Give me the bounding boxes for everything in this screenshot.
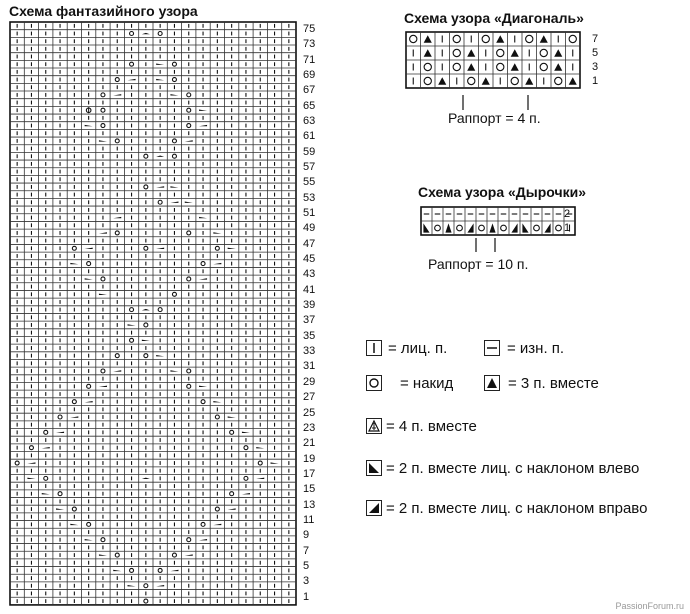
row-number: 47	[303, 237, 316, 250]
yarn-over-label: = накид	[400, 375, 454, 392]
left-lean-symbol	[366, 460, 382, 476]
row-number: 69	[303, 69, 316, 82]
row-number: 53	[303, 191, 316, 204]
row-number: 1	[564, 221, 571, 234]
row-number: 39	[303, 299, 316, 312]
row-number: 2	[564, 207, 571, 220]
row-number: 3	[303, 575, 310, 588]
row-number: 21	[303, 437, 316, 450]
three-together-label: = 3 п. вместе	[508, 375, 599, 392]
row-number: 55	[303, 176, 316, 189]
row-number: 67	[303, 84, 316, 97]
three-together-symbol	[484, 375, 500, 391]
diagonal-chart-title: Схема узора «Диагональ»	[404, 10, 584, 26]
row-number: 11	[303, 513, 315, 526]
row-number: 7	[303, 544, 310, 557]
knit-symbol	[366, 340, 382, 356]
row-number: 9	[303, 529, 310, 542]
row-number: 41	[303, 283, 316, 296]
right-lean-symbol	[366, 500, 382, 516]
row-number: 3	[592, 60, 599, 73]
knit-label: = лиц. п.	[388, 340, 448, 357]
row-number: 1	[303, 590, 310, 603]
row-number: 51	[303, 207, 316, 220]
row-number: 19	[303, 452, 316, 465]
fantasy-chart-title: Схема фантазийного узора	[9, 3, 198, 19]
right-lean-label: = 2 п. вместе лиц. с наклоном вправо	[386, 500, 648, 517]
row-number: 45	[303, 253, 316, 266]
yarn-over-symbol	[366, 375, 382, 391]
left-lean-label: = 2 п. вместе лиц. с наклоном влево	[386, 460, 640, 477]
row-number: 35	[303, 329, 316, 342]
row-number: 29	[303, 375, 316, 388]
row-number: 17	[303, 467, 316, 480]
row-number: 57	[303, 161, 316, 174]
row-number: 33	[303, 345, 316, 358]
purl-symbol	[484, 340, 500, 356]
row-number: 23	[303, 421, 316, 434]
row-number: 7	[592, 32, 599, 45]
row-number: 15	[303, 483, 316, 496]
diagonal-rapport-label: Раппорт = 4 п.	[448, 110, 541, 126]
row-number: 71	[303, 53, 316, 66]
row-number: 75	[303, 23, 316, 35]
row-number: 5	[592, 46, 599, 59]
row-number: 13	[303, 498, 316, 511]
row-number: 65	[303, 99, 316, 112]
row-number: 43	[303, 268, 316, 281]
row-number: 49	[303, 222, 316, 235]
four-together-label: = 4 п. вместе	[386, 418, 477, 435]
row-number: 1	[592, 74, 599, 87]
holes-chart-title: Схема узора «Дырочки»	[418, 184, 586, 200]
row-number: 25	[303, 406, 316, 419]
watermark: PassionForum.ru	[615, 601, 684, 611]
row-number: 61	[303, 130, 316, 143]
row-number: 37	[303, 314, 316, 327]
four-together-symbol	[366, 418, 382, 434]
row-number: 27	[303, 391, 316, 404]
holes-rapport-label: Раппорт = 10 п.	[428, 256, 529, 272]
row-number: 59	[303, 145, 316, 158]
row-number: 31	[303, 360, 316, 373]
row-number: 5	[303, 559, 310, 572]
purl-label: = изн. п.	[507, 340, 565, 357]
row-number: 63	[303, 115, 316, 128]
holes-chart-grid	[0, 0, 577, 237]
row-number: 73	[303, 38, 316, 51]
